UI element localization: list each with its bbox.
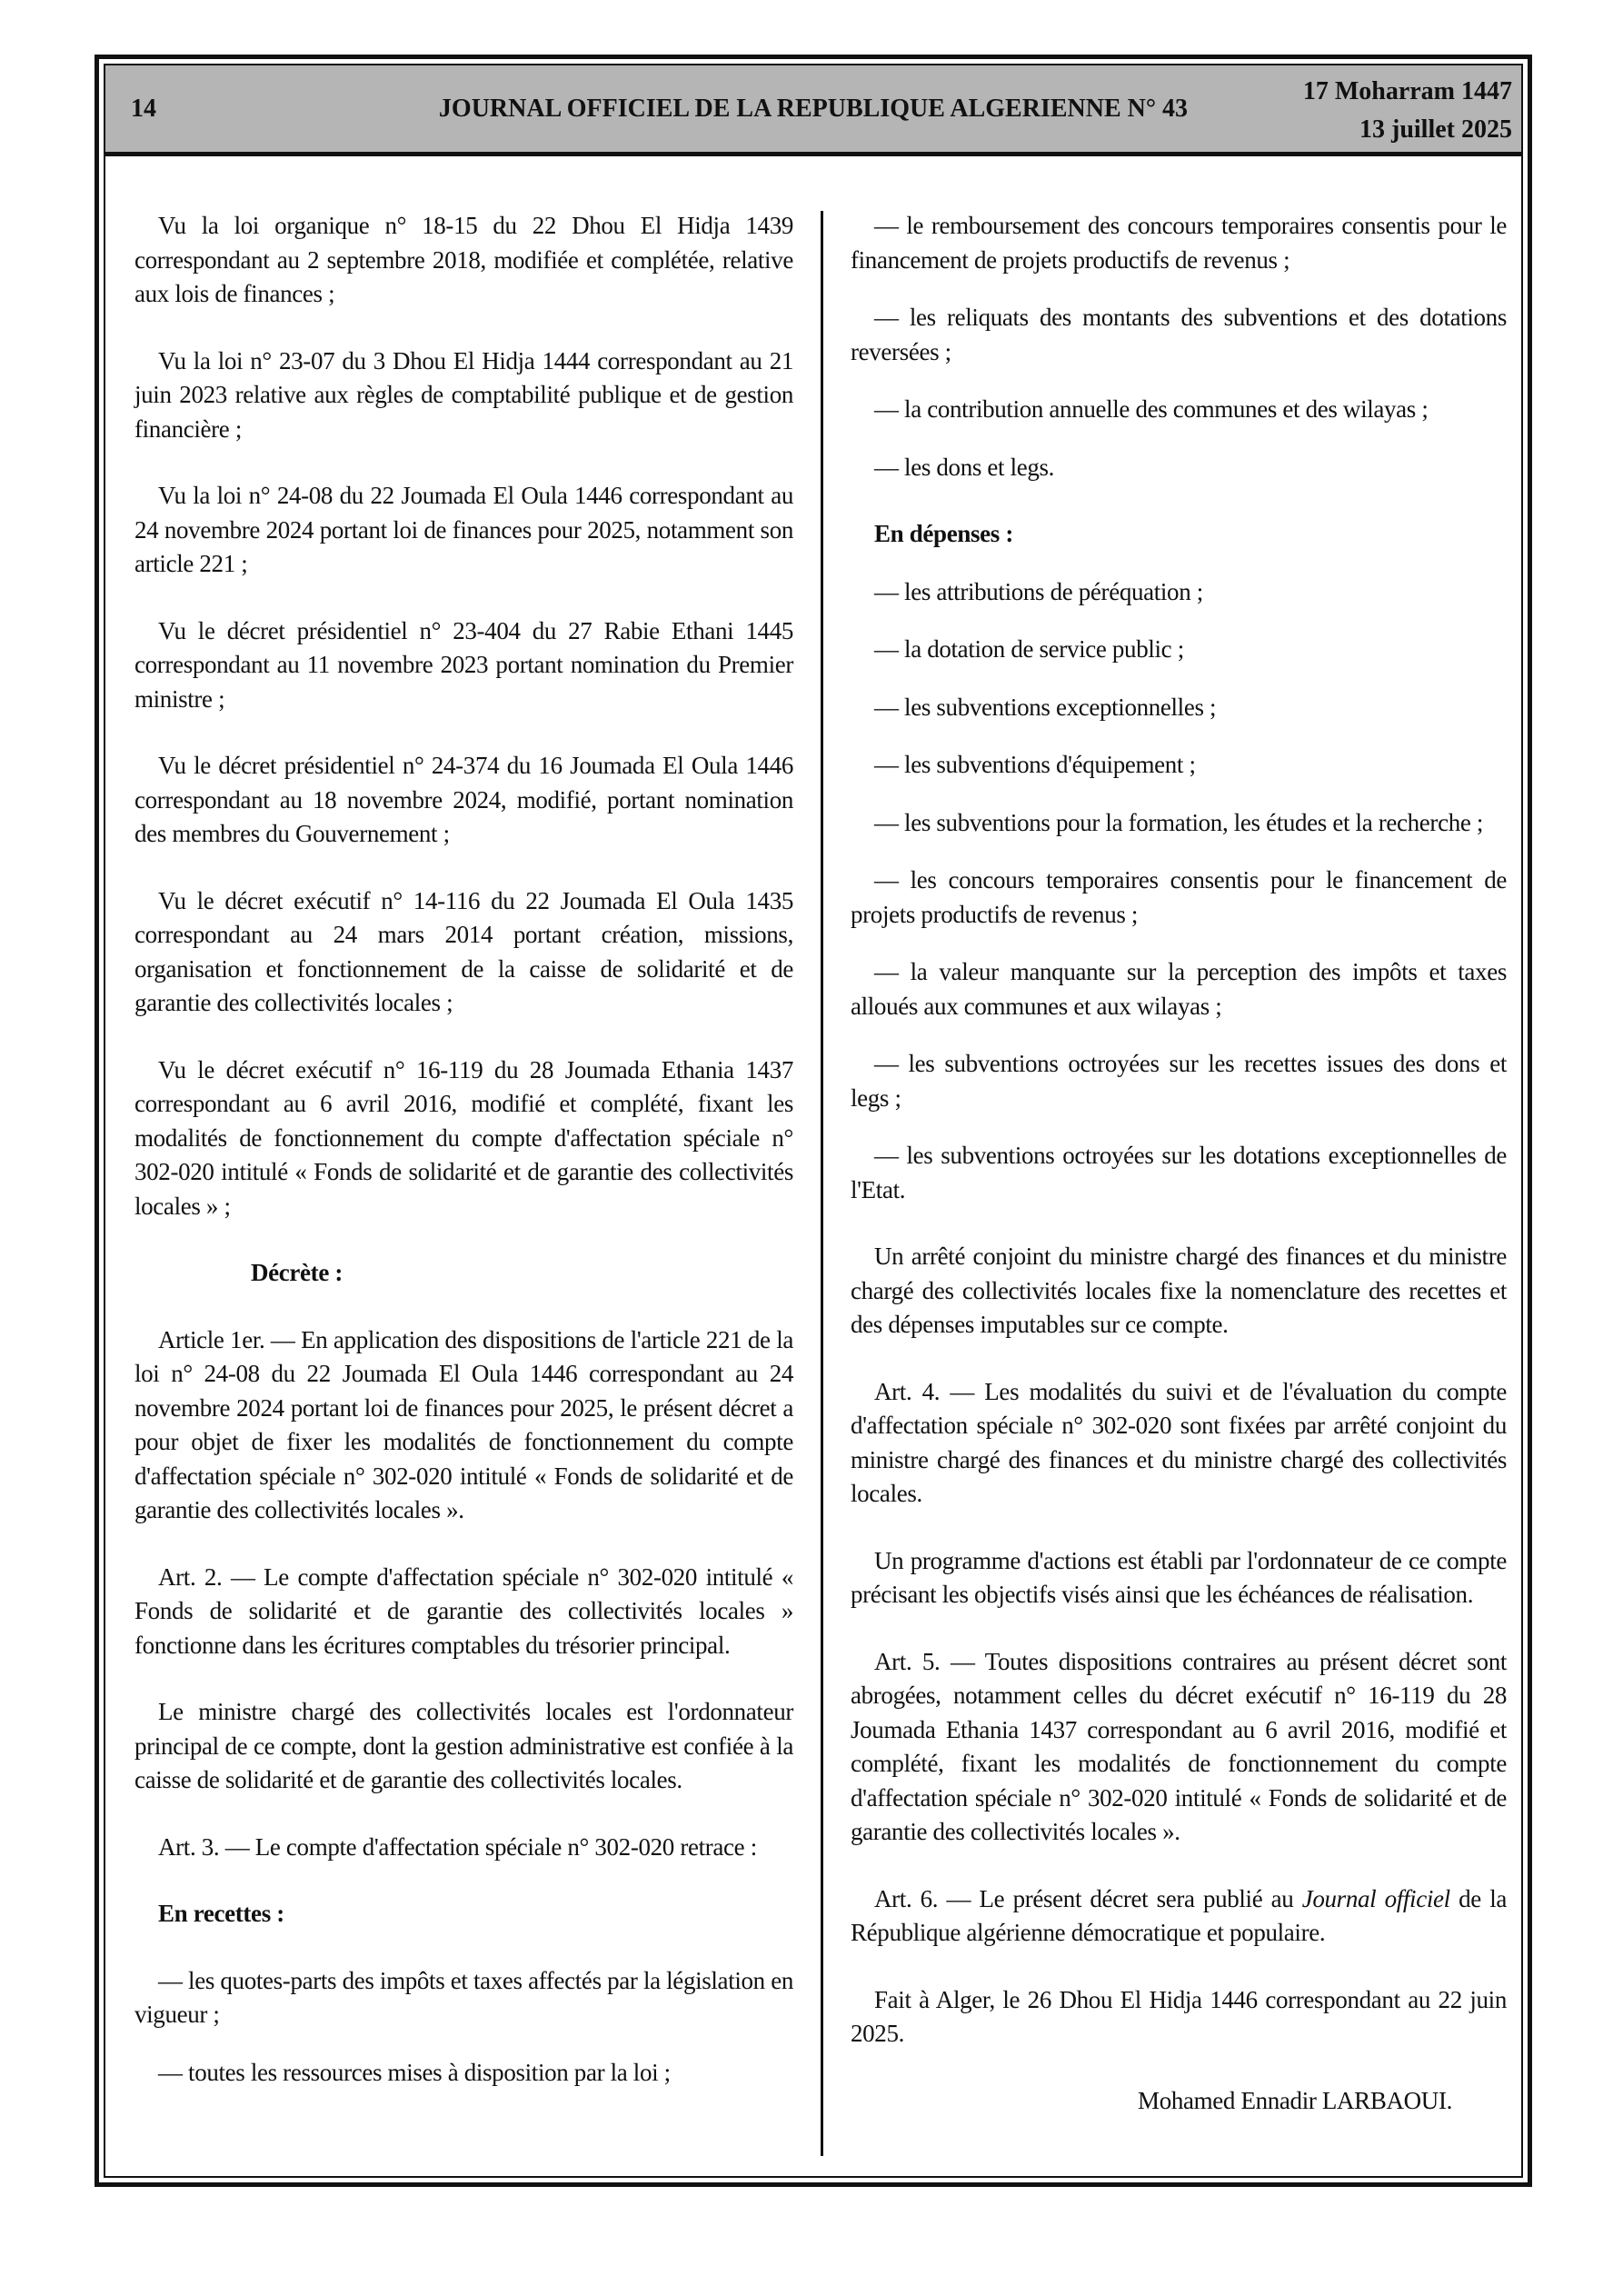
paragraph: — les subventions octroyées sur les recettes issues des dons et legs ; <box>851 1050 1507 1112</box>
paragraph: Art. 3. — Le compte d'affectation spéciale n° 302-020 retrace : <box>158 1832 757 1861</box>
page-frame <box>95 55 1532 2187</box>
paragraph: — les attributions de péréquation ; <box>874 577 1203 605</box>
journal-title: JOURNAL OFFICIEL DE LA REPUBLIQUE ALGERIENNE N° 43 <box>438 95 1189 123</box>
paragraph: Vu la loi n° 24-08 du 22 Joumada El Oula 1446 correspondant au 24 novembre 2024 portant loi de finances pour 2025, notamment son article 221 ; <box>134 482 793 577</box>
paragraph: — les quotes-parts des impôts et taxes affectés par la législation en vigueur ; <box>134 1966 793 2028</box>
paragraph: — la dotation de service public ; <box>874 635 1184 663</box>
date-gregorian: 13 juillet 2025 <box>1359 115 1512 144</box>
paragraph: — toutes les ressources mises à disposition par la loi ; <box>158 2058 671 2086</box>
paragraph: — les dons et legs. <box>874 453 1055 481</box>
paragraph-text: Art. 6. — Le présent décret sera publié au <box>874 1884 1302 1912</box>
header-dates <box>1303 73 1512 149</box>
journal-header <box>105 65 1521 156</box>
paragraph: — les concours temporaires consentis pour le financement de projets productifs de revenus ; <box>851 866 1507 928</box>
paragraph: Vu le décret présidentiel n° 23-404 du 27 Rabie Ethani 1445 correspondant au 11 novembre 2023 portant nomination du Premier ministre ; <box>134 616 793 713</box>
paragraph: Art. 4. — Les modalités du suivi et de l'évaluation du compte d'affectation spéciale n° 302-020 sont fixées par arrêté conjoint du ministre chargé des finances et du ministre chargé des collectivités locales. <box>851 1377 1507 1507</box>
paragraph: — les reliquats des montants des subventions et des dotations reversées ; <box>851 304 1507 365</box>
left-column <box>134 209 793 2122</box>
right-column <box>851 209 1507 2151</box>
page-frame-inner <box>104 64 1523 2178</box>
paragraph: Un arrêté conjoint du ministre chargé des finances et du ministre chargé des collectivités locales fixe la nomenclature des recettes et des dépenses imputables sur ce compte. <box>851 1243 1507 1338</box>
paragraph: — les subventions exceptionnelles ; <box>874 693 1217 721</box>
section-heading: Décrète : <box>251 1259 344 1286</box>
paragraph-text: de la République algérienne démocratique et populaire. <box>851 1884 1507 1946</box>
paragraph: Un programme d'actions est établi par l'ordonnateur de ce compte précisant les objectifs visés ainsi que les échéances de réalisation. <box>851 1546 1507 1608</box>
paragraph: Vu le décret exécutif n° 16-119 du 28 Joumada Ethania 1437 correspondant au 6 avril 2016, modifié et complété, fixant les modalités de fonctionnement du compte d'affectation spéciale n° 302-020 intitulé « Fonds de solidarité et de garantie des collectivités locales » ; <box>134 1055 793 1220</box>
paragraph: Vu le décret présidentiel n° 24-374 du 16 Joumada El Oula 1446 correspondant au 18 novembre 2024, modifié, portant nomination des membres du Gouvernement ; <box>134 752 793 847</box>
paragraph: — la valeur manquante sur la perception des impôts et taxes alloués aux communes et aux wilayas ; <box>851 958 1507 1020</box>
italic-text: Journal officiel <box>1301 1884 1450 1912</box>
paragraph: — les subventions pour la formation, les études et la recherche ; <box>874 808 1484 836</box>
paragraph: — les subventions d'équipement ; <box>874 751 1196 778</box>
paragraph: Vu la loi organique n° 18-15 du 22 Dhou El Hidja 1439 correspondant au 2 septembre 2018, modifiée et complétée, relative aux lois de finances ; <box>134 212 793 307</box>
column-divider <box>821 211 823 2156</box>
paragraph: Vu la loi n° 23-07 du 3 Dhou El Hidja 1444 correspondant au 21 juin 2023 relative aux règles de comptabilité publique et de gestion financière ; <box>134 346 793 443</box>
signature: Mohamed Ennadir LARBAOUI. <box>1138 2086 1452 2114</box>
paragraph: Article 1er. — En application des dispositions de l'article 221 de la loi n° 24-08 du 22 Joumada El Oula 1446 correspondant au 24 novembre 2024 portant loi de finances pour 2025, le présent décret a pour objet de fixer les modalités de fonctionnement du compte d'affectation spéciale n° 302-020 intitulé « Fonds de solidarité et de garantie des collectivités locales ». <box>134 1325 793 1523</box>
date-hijri: 17 Moharram 1447 <box>1302 77 1512 105</box>
paragraph: Art. 5. — Toutes dispositions contraires au présent décret sont abrogées, notamment celles du décret exécutif n° 16-119 du 28 Joumada Ethania 1437 correspondant au 6 avril 2016, modifié et complété, fixant les modalités de fonctionnement du compte d'affectation spéciale n° 302-020 intitulé « Fonds de solidarité et de garantie des collectivités locales ». <box>851 1647 1507 1845</box>
paragraph: — les subventions octroyées sur les dotations exceptionnelles de l'Etat. <box>851 1142 1507 1203</box>
section-heading: En dépenses : <box>874 520 1013 547</box>
paragraph: — la contribution annuelle des communes et des wilayas ; <box>874 395 1429 423</box>
paragraph: Art. 2. — Le compte d'affectation spéciale n° 302-020 intitulé « Fonds de solidarité et de garantie des collectivités locales » fonctionne dans les écritures comptables du trésorier principal. <box>134 1562 793 1659</box>
paragraph: Le ministre chargé des collectivités locales est l'ordonnateur principal de ce compte, dont la gestion administrative est confiée à la caisse de solidarité et de garantie des collectivités locales. <box>134 1698 793 1793</box>
section-heading: En recettes : <box>158 1900 284 1927</box>
paragraph <box>851 1882 1507 1951</box>
paragraph: Fait à Alger, le 26 Dhou El Hidja 1446 correspondant au 22 juin 2025. <box>851 1985 1507 2047</box>
page-number: 14 <box>131 95 156 123</box>
paragraph: Vu le décret exécutif n° 14-116 du 22 Joumada El Oula 1435 correspondant au 24 mars 2014 portant création, missions, organisation et fonctionnement de la caisse de solidarité et de garantie des collectivités locales ; <box>134 886 793 1016</box>
paragraph: — le remboursement des concours temporaires consentis pour le financement de projets productifs de revenus ; <box>851 212 1507 274</box>
